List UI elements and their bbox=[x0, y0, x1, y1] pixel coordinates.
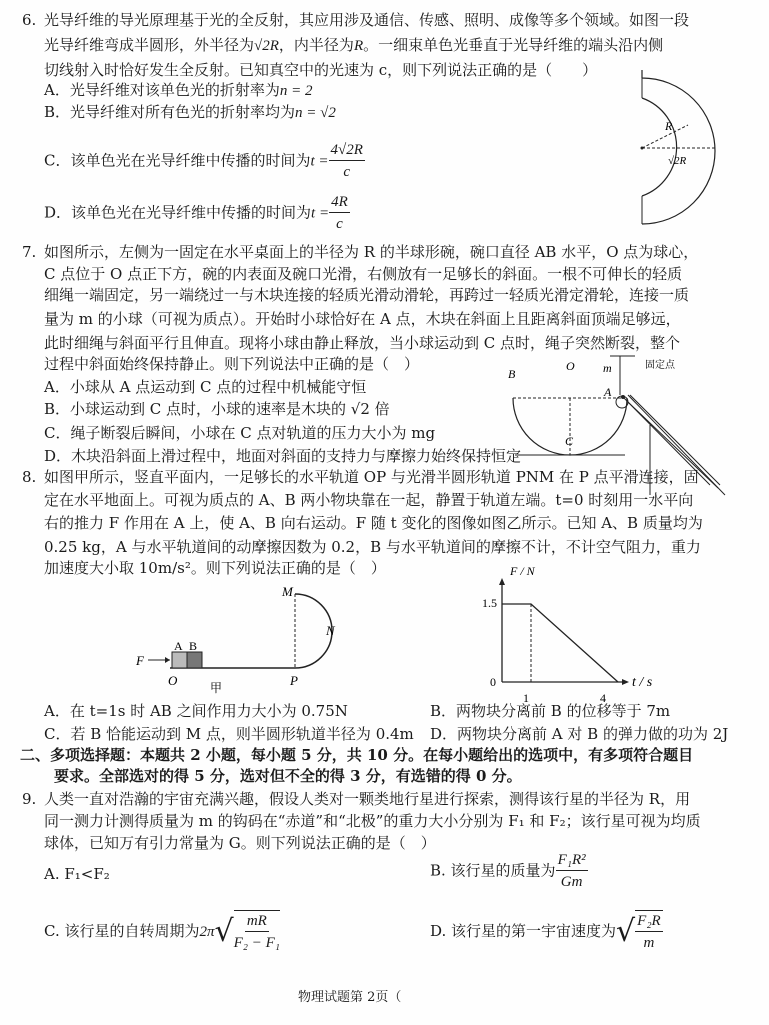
q8-line4: 0.25 kg，A 与水平轨道间的动摩擦因数为 0.2，B 与水平轨道间的摩擦不计，不计空气阻力，重力 bbox=[44, 538, 701, 556]
fraction bbox=[635, 910, 663, 954]
numerator: F₁R² bbox=[556, 850, 588, 871]
math: t = bbox=[310, 153, 329, 170]
text: B. 该行星的质量为 bbox=[430, 861, 556, 880]
q7-line4: 量为 m 的小球（可视为质点）。开始时小球恰好在 A 点，木块在斜面上且距离斜面顶端足够远， bbox=[44, 310, 681, 328]
label-fixed-point: 固定点 bbox=[645, 360, 675, 371]
q6-option-b[interactable] bbox=[44, 102, 336, 123]
q9-line1: 人类一直对浩瀚的宇宙充满兴趣，假设人类对一颗类地行星进行探索，测得该行星的半径为 R，用 bbox=[44, 790, 691, 808]
q8-option-d[interactable]: D．两物块分离前 A 对 B 的弹力做的功为 2J bbox=[430, 725, 729, 743]
label-a: A bbox=[174, 639, 183, 653]
q7-line6: 过程中斜面始终保持静止。则下列说法中正确的是（ ） bbox=[44, 355, 420, 373]
text: 光导纤维弯成半圆形，外半径为 bbox=[44, 36, 255, 54]
q6-fiber-diagram bbox=[620, 70, 730, 230]
denominator: c bbox=[336, 216, 343, 232]
q9-option-c[interactable]: C. 该行星的自转周期为2π√ $\frac{mR}{\text{F₂ − F₁}}$ bbox=[44, 910, 280, 954]
label-o: O bbox=[566, 359, 575, 373]
math: t = bbox=[311, 205, 330, 222]
force-curve bbox=[502, 604, 618, 682]
outer-label: √2R bbox=[668, 155, 687, 167]
q6-option-a[interactable] bbox=[44, 80, 312, 101]
denominator: c bbox=[343, 164, 351, 180]
text: A．光导纤维对该单色光的折射率为 bbox=[44, 81, 280, 99]
x-tick-4: 4 bbox=[600, 691, 606, 705]
fraction bbox=[556, 850, 588, 893]
q6-option-c[interactable] bbox=[44, 140, 365, 183]
q6-line1: 光导纤维的导光原理基于光的全反射，其应用涉及通信、传感、照明、成像等多个领域。如图一段 bbox=[44, 11, 690, 29]
r-label: R bbox=[665, 119, 673, 133]
q7-bowl-incline-diagram bbox=[500, 350, 725, 450]
numerator: mR bbox=[245, 911, 269, 932]
q7-option-d[interactable]: D．木块沿斜面上滑过程中，地面对斜面的支持力与摩擦力始终保持恒定 bbox=[44, 447, 522, 465]
q9-option-d[interactable]: D. 该行星的第一宇宙速度为√ $\frac{\text{F₂R}}{m}$ bbox=[430, 910, 663, 954]
fraction bbox=[329, 192, 350, 235]
numerator: F₂R bbox=[635, 911, 663, 932]
text: B．光导纤维对所有色光的折射率均为 bbox=[44, 103, 296, 121]
text: C．该单色光在光导纤维中传播的时间为 bbox=[44, 151, 311, 170]
y-tick-1-5: 1.5 bbox=[482, 596, 497, 610]
outer-radius: √2R bbox=[254, 38, 279, 54]
q9-option-a[interactable]: A. F₁<F₂ bbox=[44, 865, 110, 883]
q9-line3: 球体，已知万有引力常量为 G。则下列说法正确的是（ ） bbox=[44, 834, 436, 852]
q7-option-c[interactable]: C．绳子断裂后瞬间，小球在 C 点对轨道的压力大小为 mg bbox=[44, 424, 436, 442]
text: 。一细束单色光垂直于光导纤维的端头沿内侧 bbox=[363, 36, 664, 54]
inner-radius: R bbox=[353, 38, 364, 54]
math: 2π bbox=[199, 924, 215, 940]
math: n = 2 bbox=[279, 83, 313, 99]
y-axis-label: F / N bbox=[510, 564, 535, 578]
denominator: m bbox=[643, 935, 655, 951]
x-tick-1: 1 bbox=[523, 691, 529, 705]
q8-force-time-graph bbox=[410, 560, 653, 705]
q9-option-b[interactable] bbox=[430, 850, 588, 893]
section2-heading: 二、多项选择题：本题共 2 小题，每小题 5 分，共 10 分。在每小题给出的选项中，有多项符合题目 bbox=[20, 746, 694, 764]
q8-line3: 右的推力 F 作用在 A 上，使 A、B 向右运动。F 随 t 变化的图像如图乙所示。已知 A、B 质量均为 bbox=[44, 514, 703, 532]
q9-number: 9. bbox=[22, 790, 37, 808]
q6-line2 bbox=[44, 35, 663, 56]
q7-option-a[interactable]: A．小球从 A 点运动到 C 点的过程中机械能守恒 bbox=[44, 378, 367, 396]
q8-number: 8. bbox=[22, 468, 37, 486]
q8-line5: 加速度大小取 10m/s²。则下列说法正确的是（ ） bbox=[44, 559, 386, 577]
q7-option-b[interactable]: B．小球运动到 C 点时，小球的速率是木块的 √2 倍 bbox=[44, 400, 390, 418]
numerator: 4R bbox=[329, 192, 350, 213]
label-b: B bbox=[189, 639, 198, 653]
math: n = √2 bbox=[295, 105, 336, 121]
q8-option-b[interactable]: B．两物块分离前 B 的位移等于 7m bbox=[430, 702, 671, 720]
label-f: F bbox=[136, 653, 144, 668]
q7-number: 7. bbox=[22, 243, 37, 261]
q9-line2: 同一测力计测得质量为 m 的钩码在“赤道”和“北极”的重力大小分别为 F₁ 和 F₂；该行星可视为均质 bbox=[44, 812, 701, 830]
label-n: N bbox=[326, 623, 335, 638]
q7-line5: 此时细绳与斜面平行且伸直。现将小球由静止释放，当小球运动到 C 点时，绳子突然断裂，整个 bbox=[44, 334, 681, 352]
q8-option-c[interactable]: C．若 B 恰能运动到 M 点，则半圆形轨道半径为 0.4m bbox=[44, 725, 414, 743]
label-o: O bbox=[168, 673, 178, 688]
denominator: F₂ − F₁ bbox=[233, 935, 281, 951]
label-b: B bbox=[508, 367, 516, 381]
q7-line2: C 点位于 O 点正下方，碗的内表面及碗口光滑，右侧放有一足够长的斜面。一根不可伸长的轻质 bbox=[44, 265, 683, 283]
label-p: P bbox=[290, 673, 298, 688]
page-footer: 物理试题第 2页（ bbox=[298, 990, 402, 1005]
q8-option-a[interactable]: A．在 t=1s 时 AB 之间作用力大小为 0.75N bbox=[44, 702, 348, 720]
label-m: m bbox=[603, 361, 612, 375]
q7-line3: 细绳一端固定，另一端绕过一与木块连接的轻质光滑动滑轮，再跨过一轻质光滑定滑轮，连接一质 bbox=[44, 286, 690, 304]
label-a: A bbox=[604, 385, 612, 399]
q8-track-diagram bbox=[130, 580, 350, 695]
fraction bbox=[329, 140, 365, 183]
text: D．该单色光在光导纤维中传播的时间为 bbox=[44, 203, 312, 222]
section2-instructions: 要求。全部选对的得 5 分，选对但不全的得 3 分，有选错的得 0 分。 bbox=[54, 767, 522, 785]
q6-line3: 切线射入时恰好发生全反射。已知真空中的光速为 c，则下列说法正确的是（ ） bbox=[44, 61, 598, 79]
q6-number: 6. bbox=[22, 11, 37, 29]
origin-label: 0 bbox=[490, 675, 496, 689]
q8-line1: 如图甲所示，竖直平面内，一足够长的水平轨道 OP 与光滑半圆形轨道 PNM 在 P 点平滑连接，固 bbox=[44, 468, 699, 486]
label-c: C bbox=[565, 434, 574, 448]
text: ，内半径为 bbox=[278, 36, 354, 54]
q6-option-d[interactable] bbox=[44, 192, 350, 235]
fraction bbox=[234, 910, 280, 954]
denominator: Gm bbox=[560, 874, 583, 890]
caption-jia: 甲 bbox=[210, 681, 223, 695]
numerator: 4√2R bbox=[329, 140, 365, 161]
label-m: M bbox=[282, 584, 293, 599]
q8-line2: 定在水平地面上。可视为质点的 A、B 两小物块靠在一起，静置于轨道左端。t=0 时刻用一水平向 bbox=[44, 491, 694, 509]
text: D. 该行星的第一宇宙速度为 bbox=[430, 922, 617, 940]
text: C. 该行星的自转周期为 bbox=[44, 922, 200, 940]
q7-line1: 如图所示，左侧为一固定在水平桌面上的半径为 R 的半球形碗，碗口直径 AB 水平，O 点为球心， bbox=[44, 243, 699, 261]
x-axis-label: t / s bbox=[632, 675, 653, 690]
